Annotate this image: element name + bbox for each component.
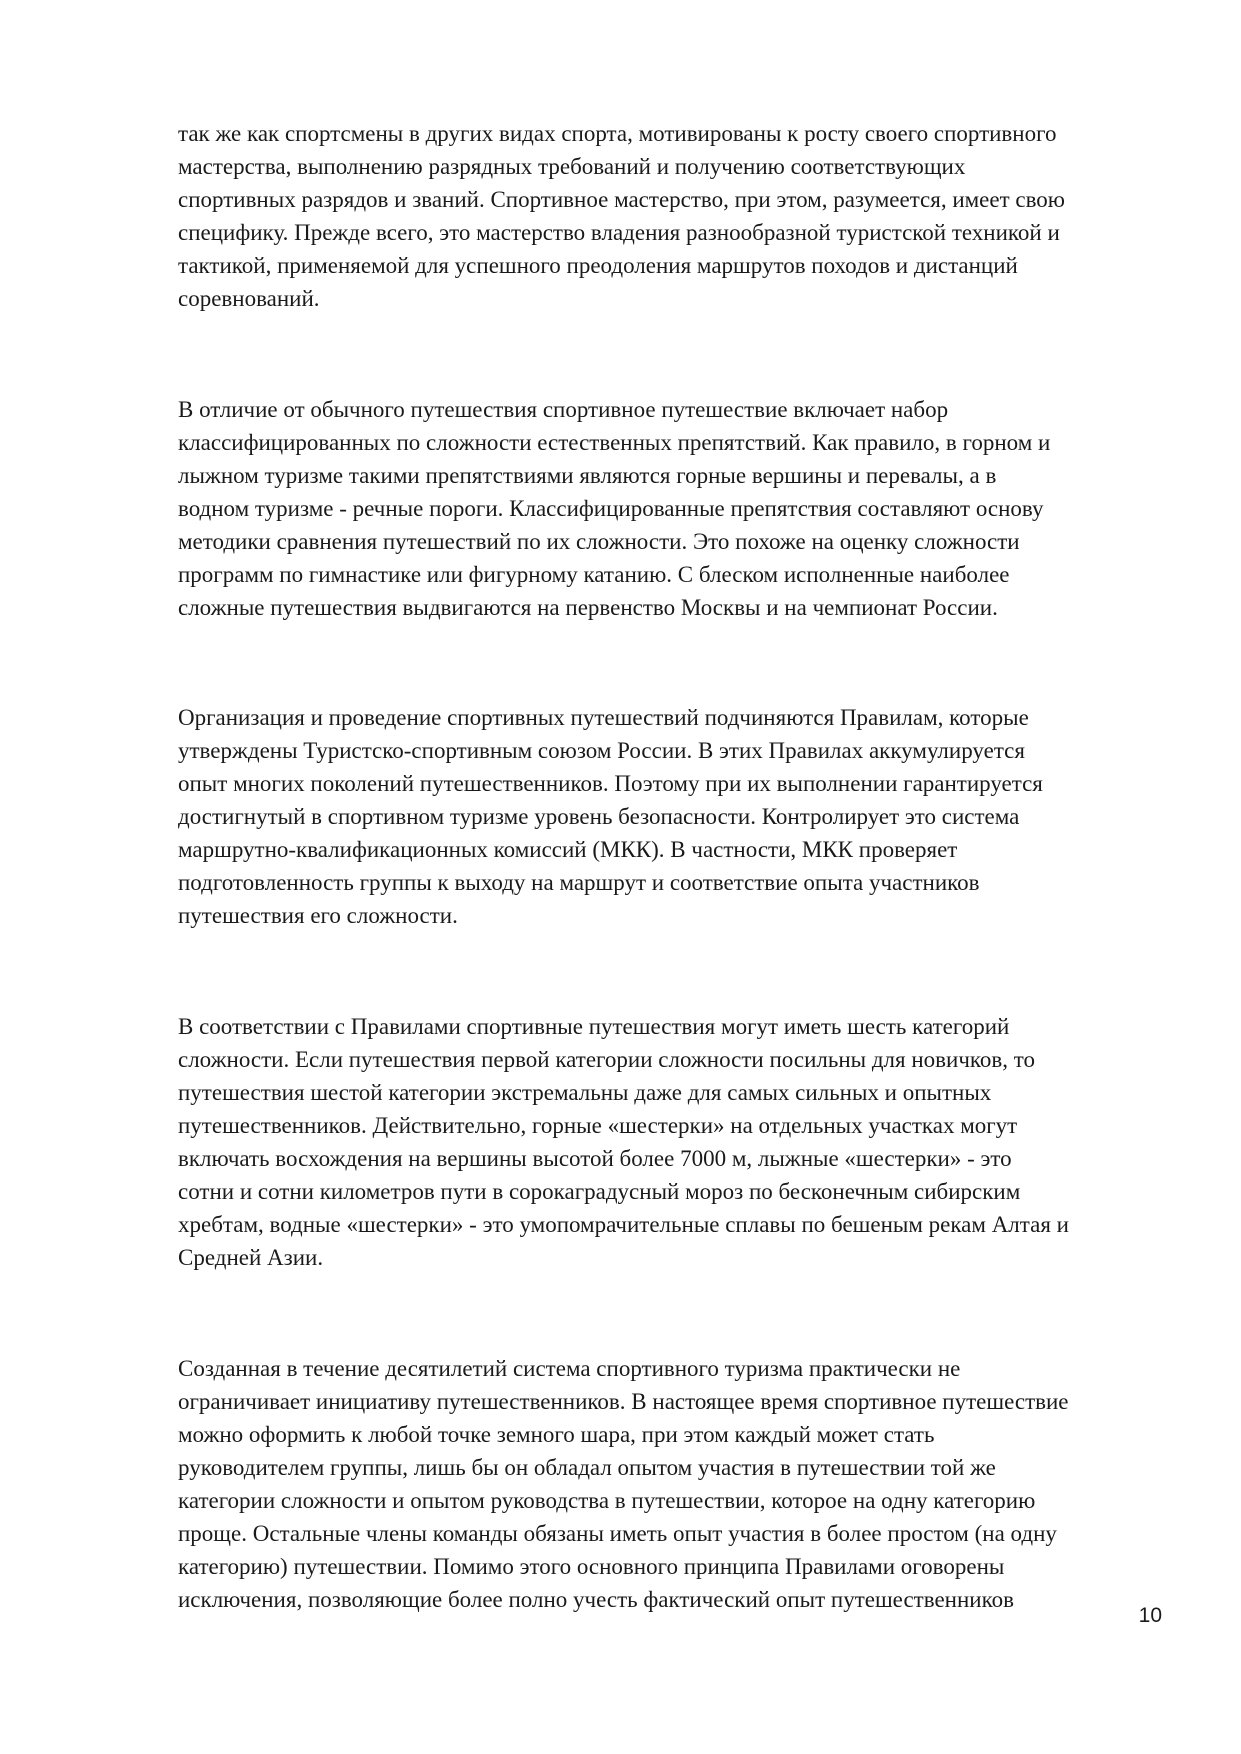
text-line: категории сложности и опытом руководства в путешествии, которое на одну категорию: [178, 1488, 1036, 1513]
text-line: хребтам, водные «шестерки» - это умопомрачительные сплавы по бешеным рекам Алтая и: [178, 1212, 1069, 1237]
text-line: путешественников. Действительно, горные «шестерки» на отдельных участках могут: [178, 1113, 1018, 1138]
text-line: водном туризме - речные пороги. Классифицированные препятствия составляют основу: [178, 496, 1044, 521]
text-line: утверждены Туристско-спортивным союзом России. В этих Правилах аккумулируется: [178, 738, 1025, 763]
text-line: включать восхождения на вершины высотой более 7000 м, лыжные «шестерки» - это: [178, 1146, 1012, 1171]
text-line: лыжном туризме такими препятствиями являются горные вершины и перевалы, а в: [178, 463, 997, 488]
text-line: так же как спортсмены в других видах спорта, мотивированы к росту своего спортивного: [178, 121, 1057, 146]
paragraph-2: [178, 393, 1168, 624]
text-line: путешествия его сложности.: [178, 903, 458, 928]
text-line: проще. Остальные члены команды обязаны иметь опыт участия в более простом (на одну: [178, 1521, 1057, 1546]
text-line: достигнутый в спортивном туризме уровень безопасности. Контролирует это система: [178, 804, 1020, 829]
text-line: классифицированных по сложности естественных препятствий. Как правило, в горном и: [178, 430, 1051, 455]
text-line: В отличие от обычного путешествия спортивное путешествие включает набор: [178, 397, 949, 422]
paragraph-5: [178, 1352, 1168, 1616]
text-line: категорию) путешествии. Помимо этого основного принципа Правилами оговорены: [178, 1554, 1005, 1579]
text-line: ограничивает инициативу путешественников. В настоящее время спортивное путешествие: [178, 1389, 1069, 1414]
text-line: Созданная в течение десятилетий система спортивного туризма практически не: [178, 1356, 961, 1381]
paragraph-1: [178, 117, 1168, 315]
text-line: путешествия шестой категории экстремальны даже для самых сильных и опытных: [178, 1080, 992, 1105]
page-number: 10: [1138, 1604, 1162, 1627]
text-line: сложные путешествия выдвигаются на первенство Москвы и на чемпионат России.: [178, 595, 998, 620]
text-line: соревнований.: [178, 286, 320, 311]
text-line: В соответствии с Правилами спортивные путешествия могут иметь шесть категорий: [178, 1014, 1010, 1039]
text-line: сотни и сотни километров пути в сорокаградусный мороз по бесконечным сибирским: [178, 1179, 1021, 1204]
text-line: Организация и проведение спортивных путешествий подчиняются Правилам, которые: [178, 705, 1029, 730]
text-line: Средней Азии.: [178, 1245, 324, 1270]
text-line: опыт многих поколений путешественников. Поэтому при их выполнении гарантируется: [178, 771, 1043, 796]
text-line: исключения, позволяющие более полно учесть фактический опыт путешественников: [178, 1587, 1014, 1612]
text-line: мастерства, выполнению разрядных требований и получению соответствующих: [178, 154, 966, 179]
text-line: спортивных разрядов и званий. Спортивное мастерство, при этом, разумеется, имеет свою: [178, 187, 1065, 212]
text-line: сложности. Если путешествия первой категории сложности посильны для новичков, то: [178, 1047, 1036, 1072]
paragraph-3: [178, 701, 1168, 932]
text-line: маршрутно-квалификационных комиссий (МКК). В частности, МКК проверяет: [178, 837, 958, 862]
text-line: руководителем группы, лишь бы он обладал опытом участия в путешествии той же: [178, 1455, 996, 1480]
text-line: специфику. Прежде всего, это мастерство владения разнообразной туристской техникой и: [178, 220, 1060, 245]
text-line: подготовленность группы к выходу на маршрут и соответствие опыта участников: [178, 870, 980, 895]
text-line: программ по гимнастике или фигурному катанию. С блеском исполненные наиболее: [178, 562, 1010, 587]
text-line: методики сравнения путешествий по их сложности. Это похоже на оценку сложности: [178, 529, 1020, 554]
text-line: можно оформить к любой точке земного шара, при этом каждый может стать: [178, 1422, 935, 1447]
text-line: тактикой, применяемой для успешного преодоления маршрутов походов и дистанций: [178, 253, 1018, 278]
paragraph-4: [178, 1010, 1168, 1274]
